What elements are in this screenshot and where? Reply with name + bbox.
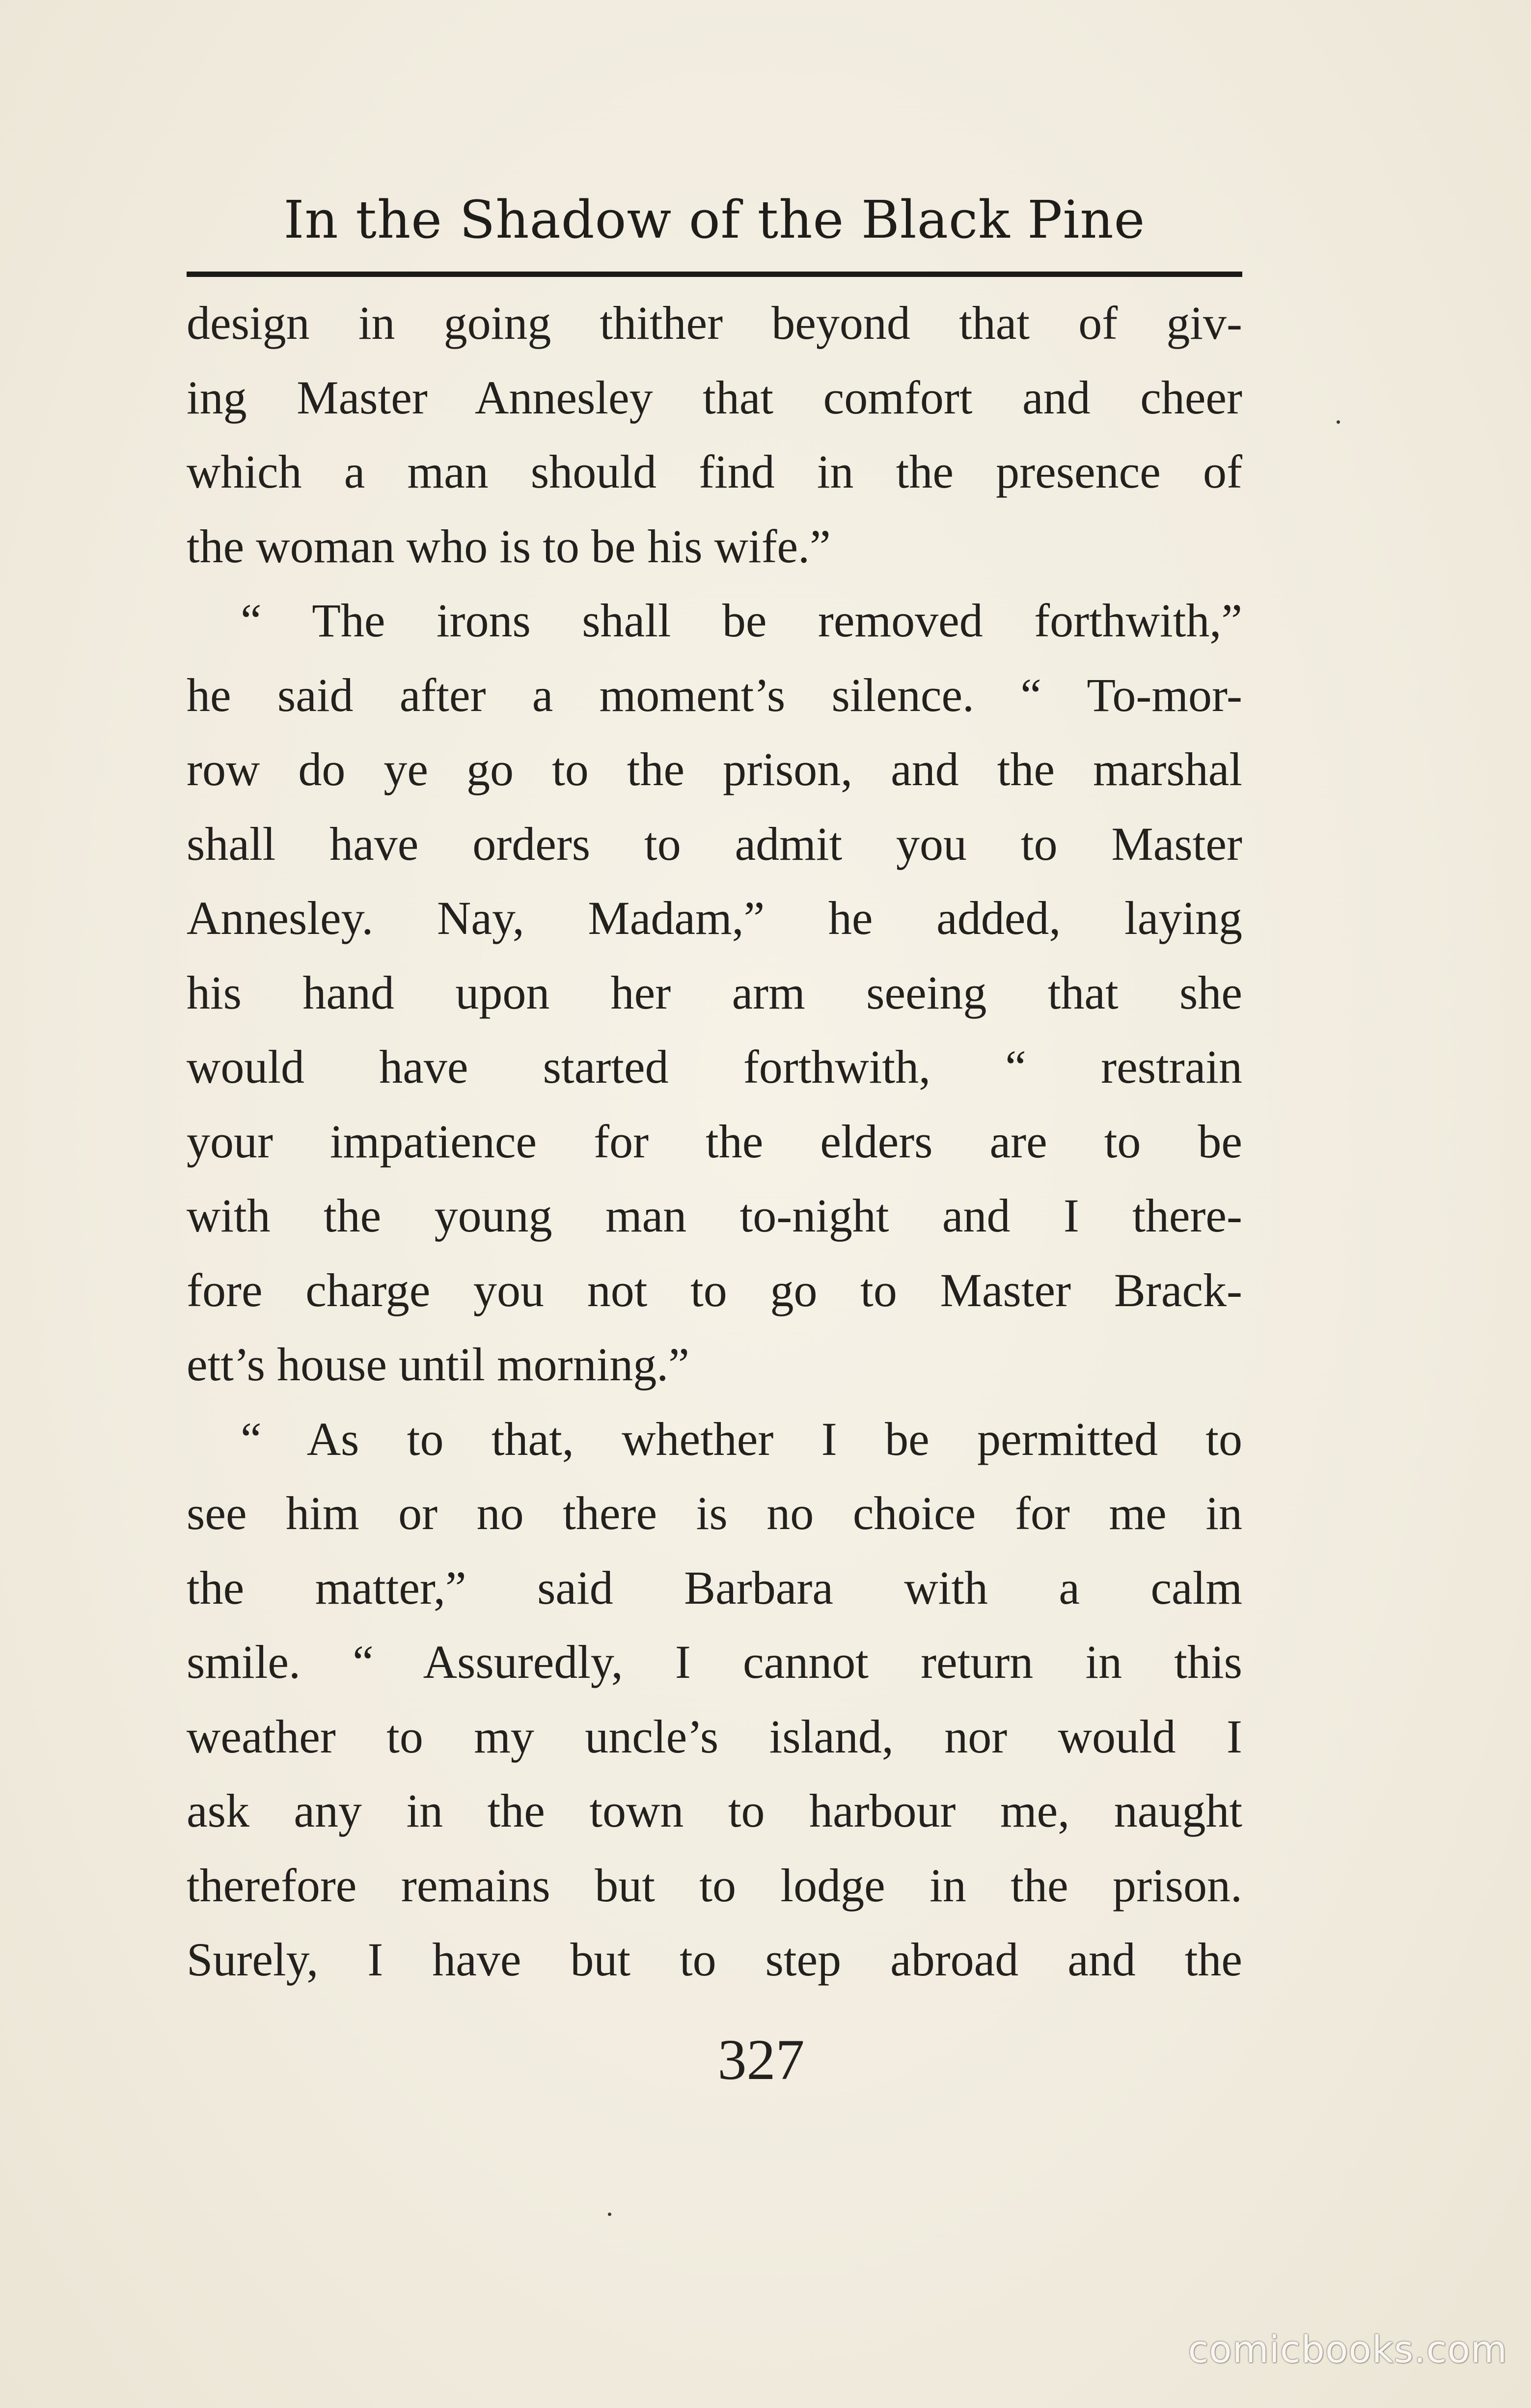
body-text — [187, 286, 1242, 1997]
text-line: row do ye go to the prison, and the marshal — [187, 743, 1242, 795]
text-line: ing Master Annesley that comfort and cheer — [187, 371, 1242, 424]
text-line: fore charge you not to go to Master Brack- — [187, 1263, 1242, 1316]
text-line: the woman who is to be his wife.” — [187, 520, 831, 573]
text-line: Annesley. Nay, Madam,” he added, laying — [187, 892, 1242, 944]
text-line: shall have orders to admit you to Master — [187, 817, 1242, 870]
text-line: would have started forthwith, “ restrain — [187, 1040, 1242, 1093]
text-line: smile. “ Assuredly, I cannot return in this — [187, 1636, 1242, 1688]
text-line: see him or no there is no choice for me in — [187, 1487, 1242, 1539]
text-line: the matter,” said Barbara with a calm — [187, 1561, 1242, 1614]
text-line: ett’s house until morning.” — [187, 1338, 689, 1391]
running-head: In the Shadow of the Black Pine — [283, 190, 1146, 250]
text-line: ask any in the town to harbour me, naught — [187, 1784, 1242, 1837]
text-line: with the young man to-night and I there- — [187, 1189, 1242, 1242]
text-line: which a man should find in the presence of — [187, 445, 1242, 498]
text-line: therefore remains but to lodge in the prison. — [187, 1859, 1242, 1912]
ink-speck — [1337, 420, 1340, 424]
header-rule — [187, 272, 1242, 277]
text-line: he said after a moment’s silence. “ To-mor- — [187, 668, 1242, 721]
text-line: weather to my uncle’s island, nor would I — [187, 1710, 1242, 1763]
text-line: “ The irons shall be removed forthwith,” — [241, 594, 1242, 647]
text-line: design in going thither beyond that of giv- — [187, 297, 1242, 349]
text-line: Surely, I have but to step abroad and the — [187, 1933, 1242, 1986]
text-line: “ As to that, whether I be permitted to — [241, 1412, 1242, 1465]
page-number: 327 — [717, 2027, 805, 2092]
ink-speck — [608, 2213, 611, 2216]
watermark: comicbooks.com — [1188, 2327, 1507, 2371]
text-line: his hand upon her arm seeing that she — [187, 966, 1242, 1019]
text-line: your impatience for the elders are to be — [187, 1115, 1242, 1168]
